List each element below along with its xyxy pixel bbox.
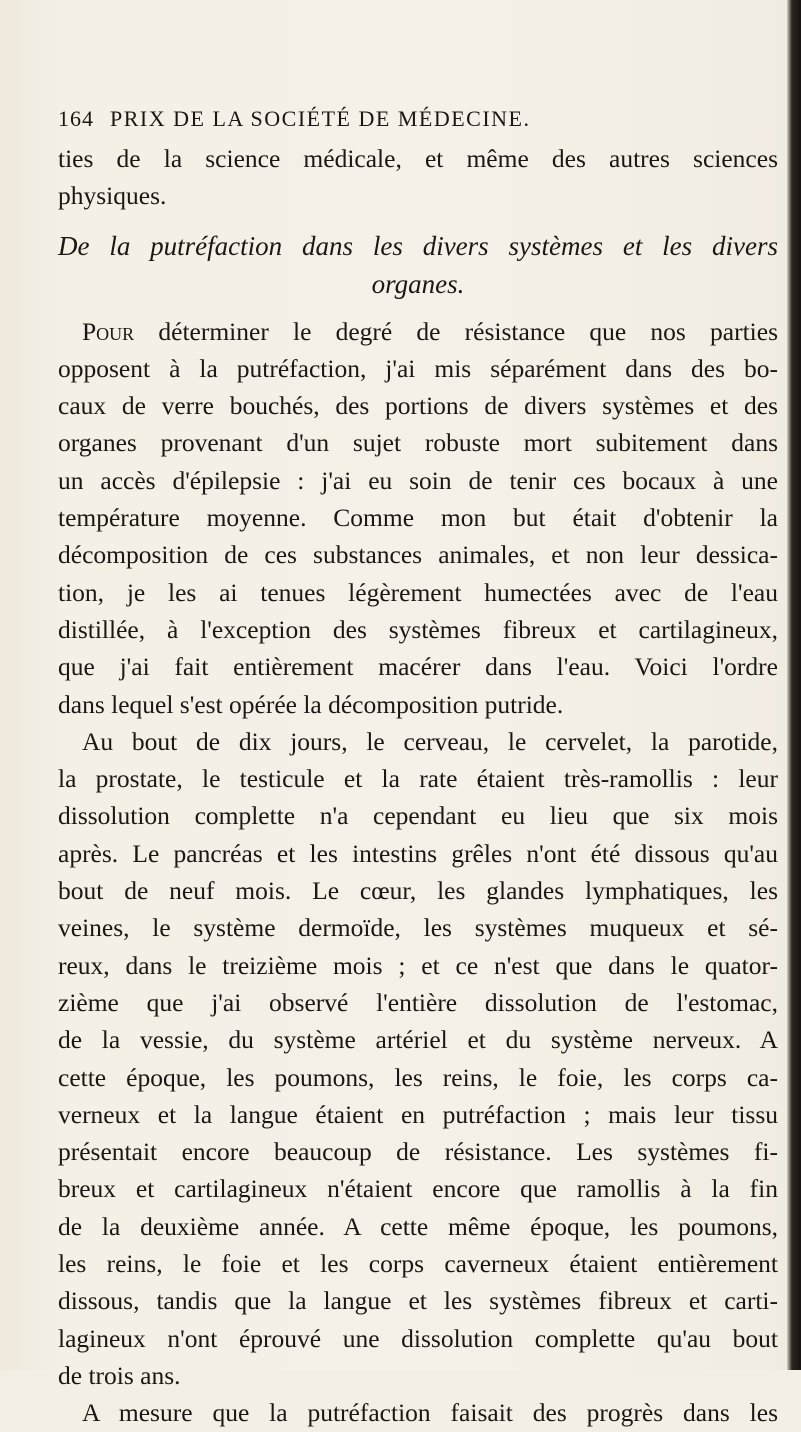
intro-line-1: ties de la science médicale, et même des autres sciences bbox=[58, 144, 778, 173]
paragraph-2-line: présentait encore beaucoup de résistance. Les systèmes fi- bbox=[58, 1137, 778, 1167]
paragraph-1-line: distillée, à l'exception des systèmes fibreux et cartilagineux, bbox=[58, 614, 778, 644]
paragraph-1-line: un accès d'épilepsie : j'ai eu soin de tenir ces bocaux à une bbox=[58, 465, 778, 495]
intro-line-2: physiques. bbox=[58, 181, 167, 211]
paragraph-2-line: après. Le pancréas et les intestins grêles n'ont été dissous qu'au bbox=[58, 838, 778, 868]
section-title-line-2: organes. bbox=[371, 268, 465, 299]
paragraph-2-line: de la vessie, du système artériel et du système nerveux. A bbox=[58, 1025, 778, 1055]
paragraph-1-line: que j'ai fait entièrement macérer dans l'eau. Voici l'ordre bbox=[58, 652, 778, 682]
paragraph-1-line: décomposition de ces substances animales, et non leur dessica- bbox=[58, 540, 778, 570]
paragraph-1-line: température moyenne. Comme mon but était d'obtenir la bbox=[58, 503, 778, 533]
paragraph-2-line: de trois ans. bbox=[58, 1360, 181, 1390]
paragraph-2-line: zième que j'ai observé l'entière dissolution de l'estomac, bbox=[58, 987, 778, 1017]
first-line-rest: déterminer le degré de résistance que nos parties bbox=[134, 316, 778, 346]
paragraph-3-line: A mesure que la putréfaction faisait des progrès dans les bbox=[82, 1398, 778, 1428]
paragraph-2-line: les reins, le foie et les corps caverneux étaient entièrement bbox=[58, 1249, 778, 1279]
paragraph-2-line: de la deuxième année. A cette même époque, les poumons, bbox=[58, 1211, 778, 1241]
page-edge-shadow bbox=[787, 0, 801, 1370]
page-text-block bbox=[58, 106, 778, 1432]
running-head bbox=[58, 106, 778, 140]
paragraph-1-first-line bbox=[58, 313, 778, 350]
paragraph-2-line: la prostate, le testicule et la rate étaient très-ramollis : leur bbox=[58, 764, 778, 794]
paragraph-2-line: bout de neuf mois. Le cœur, les glandes lymphatiques, les bbox=[58, 876, 778, 906]
running-head-title: PRIX DE LA SOCIÉTÉ DE MÉDECINE. bbox=[110, 106, 531, 131]
page-number: 164 bbox=[58, 106, 94, 131]
paragraph-2-line: veines, le système dermoïde, les systèmes muqueux et sé- bbox=[58, 913, 778, 943]
paragraph-2-line: verneux et la langue étaient en putréfaction ; mais leur tissu bbox=[58, 1099, 778, 1129]
paragraph-2-line: cette époque, les poumons, les reins, le foie, les corps ca- bbox=[58, 1062, 778, 1092]
paragraph-2-line: Au bout de dix jours, le cerveau, le cervelet, la parotide, bbox=[82, 726, 778, 756]
paragraph-2-line: dissolution complette n'a cependant eu lieu que six mois bbox=[58, 801, 778, 831]
section-title-line-1: De la putréfaction dans les divers systèmes et les divers bbox=[58, 230, 778, 261]
paragraph-1-line: organes provenant d'un sujet robuste mort subitement dans bbox=[58, 428, 778, 458]
drop-word: Pour bbox=[82, 316, 135, 346]
paragraph-1-line: caux de verre bouchés, des portions de divers systèmes et des bbox=[58, 391, 778, 421]
paragraph-1-line: tion, je les ai tenues légèrement humectées avec de l'eau bbox=[58, 577, 778, 607]
paragraph-2-line: lagineux n'ont éprouvé une dissolution complette qu'au bout bbox=[58, 1323, 778, 1353]
paragraph-2-line: breux et cartilagineux n'étaient encore que ramollis à la fin bbox=[58, 1174, 778, 1204]
paragraph-1-line: dans lequel s'est opérée la décomposition putride. bbox=[58, 689, 564, 719]
paragraph-1-line: opposent à la putréfaction, j'ai mis séparément dans des bo- bbox=[58, 353, 778, 383]
paragraph-2-line: reux, dans le treizième mois ; et ce n'est que dans le quator- bbox=[58, 950, 778, 980]
paragraph-2-line: dissous, tandis que la langue et les systèmes fibreux et carti- bbox=[58, 1286, 778, 1316]
